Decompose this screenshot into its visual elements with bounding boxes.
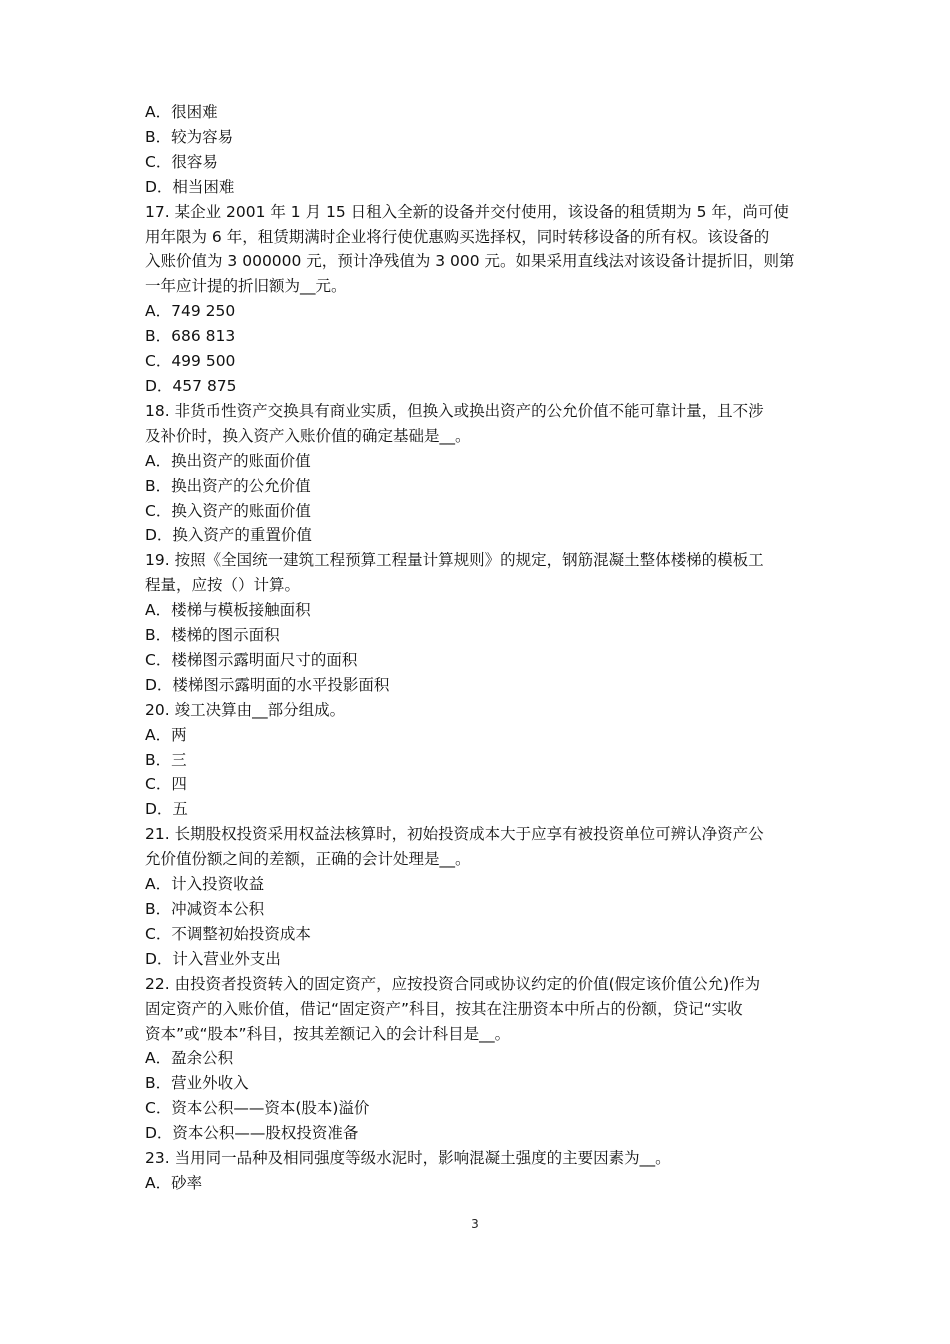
option-line: D．计入营业外支出 [145, 949, 281, 968]
question-22-line: 资本”或“股本”科目，按其差额记入的会计科目是__。 [145, 1024, 511, 1043]
question-18-line: 及补价时，换入资产入账价值的确定基础是__。 [145, 426, 471, 445]
option-line: C．资本公积——资本(股本)溢价 [145, 1099, 370, 1118]
option-line: C．四 [145, 775, 187, 794]
option-line: A．换出资产的账面价值 [145, 451, 311, 470]
option-line: B．换出资产的公允价值 [145, 476, 311, 495]
question-17-line: 17. 某企业 2001 年 1 月 15 日租入全新的设备并交付使用，该设备的租赁期为 5 年，尚可使 [145, 202, 789, 221]
question-20-line: 20. 竣工决算由__部分组成。 [145, 700, 346, 719]
option-line: C．换入资产的账面价值 [145, 501, 311, 520]
question-22-line: 22. 由投资者投资转入的固定资产，应按投资合同或协议约定的价值(假定该价值公允)作为 [145, 974, 761, 993]
option-line: B．三 [145, 750, 187, 769]
option-line: A．砂率 [145, 1173, 203, 1192]
option-line: D．楼梯图示露明面的水平投影面积 [145, 675, 390, 694]
option-line: C．499 500 [145, 352, 236, 371]
option-line: A．盈余公积 [145, 1049, 234, 1068]
option-line: A．计入投资收益 [145, 875, 265, 894]
option-line: D．五 [145, 800, 188, 819]
option-line: C．很容易 [145, 152, 218, 171]
option-line: A．两 [145, 725, 187, 744]
option-line: D．换入资产的重置价值 [145, 526, 312, 545]
option-line: B．686 813 [145, 327, 236, 346]
option-line: A．很困难 [145, 103, 218, 121]
question-18-line: 18. 非货币性资产交换具有商业实质，但换入或换出资产的公允价值不能可靠计量，且不涉 [145, 401, 764, 420]
question-19-line: 程量，应按（）计算。 [145, 576, 301, 595]
option-line: B．较为容易 [145, 127, 234, 146]
option-line: D．资本公积——股权投资准备 [145, 1124, 359, 1143]
question-22-line: 固定资产的入账价值，借记“固定资产”科目，按其在注册资本中所占的份额，贷记“实收 [145, 999, 743, 1018]
option-line: D．457 875 [145, 376, 237, 395]
option-line: A．749 250 [145, 302, 236, 321]
option-line: B．楼梯的图示面积 [145, 626, 280, 645]
question-19-line: 19. 按照《全国统一建筑工程预算工程量计算规则》的规定，钢筋混凝土整体楼梯的模板工 [145, 551, 764, 570]
option-line: C．楼梯图示露明面尺寸的面积 [145, 650, 358, 669]
option-line: D．相当困难 [145, 177, 235, 196]
option-line: C．不调整初始投资成本 [145, 924, 311, 943]
question-21-line: 21. 长期股权投资采用权益法核算时，初始投资成本大于应享有被投资单位可辨认净资产公 [145, 825, 764, 844]
question-17-line: 用年限为 6 年，租赁期满时企业将行使优惠购买选择权，同时转移设备的所有权。该设备的 [145, 227, 770, 246]
question-17-line: 一年应计提的折旧额为__元。 [145, 277, 347, 296]
document-body [145, 100, 825, 1196]
option-line: A．楼梯与模板接触面积 [145, 601, 311, 620]
question-23-line: 23. 当用同一品种及相同强度等级水泥时，影响混凝土强度的主要因素为__。 [145, 1149, 671, 1168]
question-17-line: 入账价值为 3 000000 元，预计净残值为 3 000 元。如果采用直线法对该设备计提折旧，则第 [145, 252, 795, 271]
page-number: 3 [471, 1217, 479, 1231]
option-line: B．冲减资本公积 [145, 900, 265, 918]
question-21-line: 允价值份额之间的差额，正确的会计处理是__。 [145, 850, 471, 869]
option-line: B．营业外收入 [145, 1074, 249, 1093]
